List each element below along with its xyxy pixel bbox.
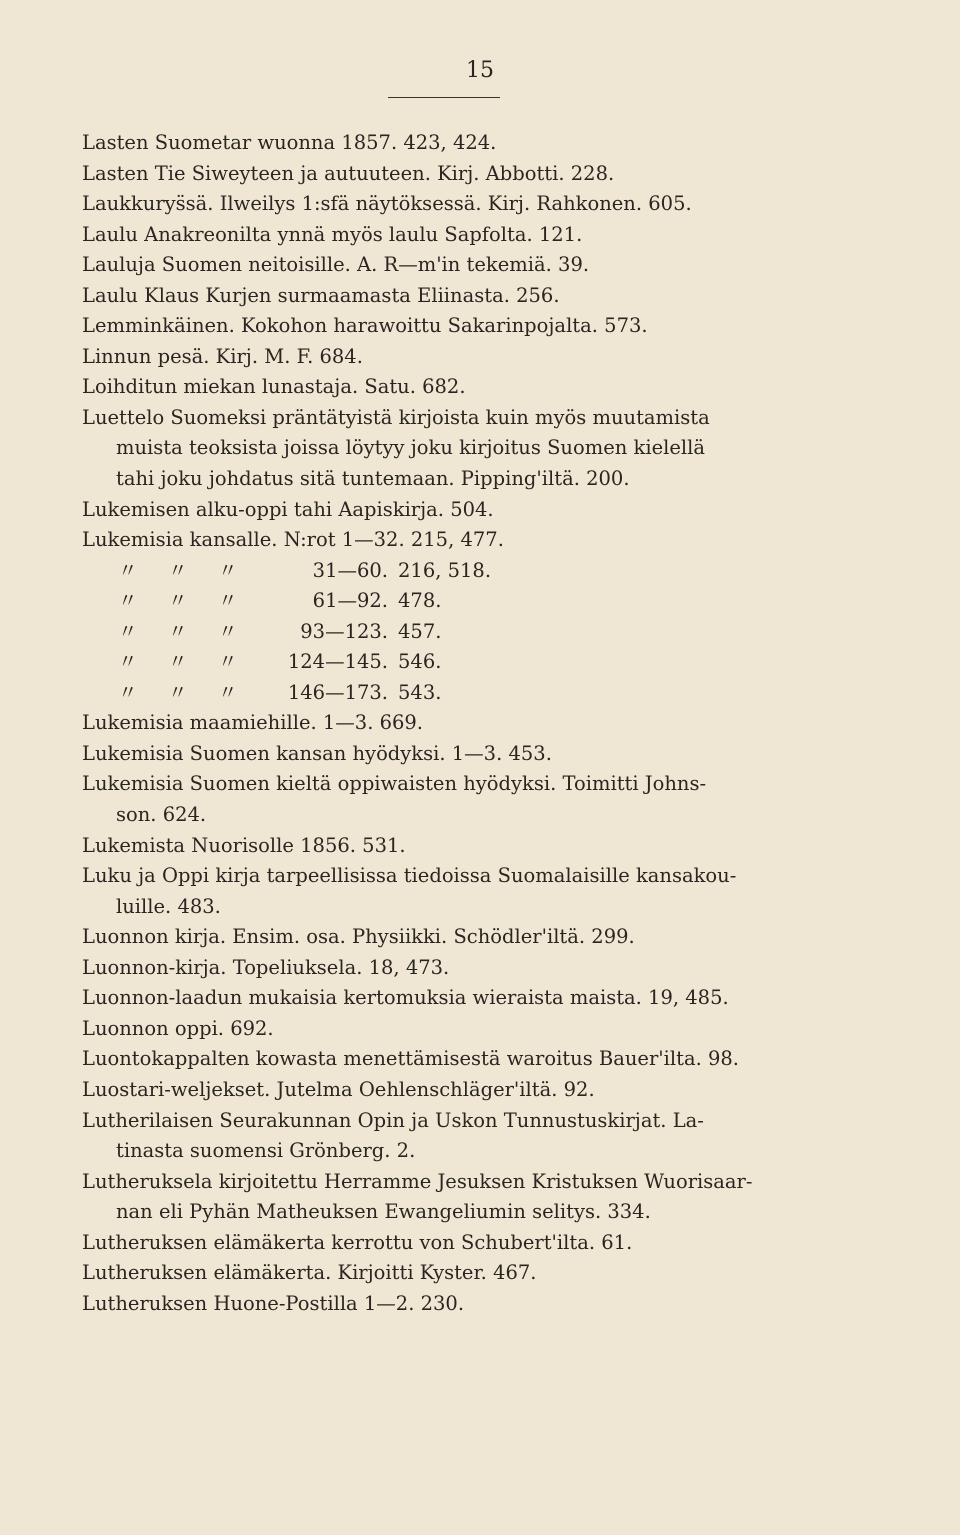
index-entry: Lukemisia maamiehille. 1—3. 669. [82,711,424,735]
index-entry: Lukemisia Suomen kansan hyödyksi. 1—3. 453. [82,741,552,765]
ditto-mark: 〃 [118,558,138,582]
page-number: 15 [466,58,494,83]
ditto-mark: 〃 [218,680,238,704]
ditto-mark: 〃 [118,619,138,643]
ditto-mark: 〃 [218,650,238,674]
index-entry: Lasten Tie Siweyteen ja autuuteen. Kirj. Abbotti. 228. [82,161,615,185]
index-entry-continuation: tahi joku johdatus sitä tuntemaan. Pipping'iltä. 200. [116,467,630,491]
ditto-mark: 〃 [118,650,138,674]
subentry-pages: 546. [398,650,442,674]
index-entry: Laukkurys̈sä. Ilweilys 1:sfä näytöksessä. Kirj. Rahkonen. 605. [82,192,692,216]
subentry-range: 93—123. [300,619,388,643]
index-entry-continuation: tinasta suomensi Grönberg. 2. [116,1139,416,1163]
index-entry: Lutheruksen elämäkerta. Kirjoitti Kyster. 467. [82,1261,537,1285]
ditto-mark: 〃 [118,589,138,613]
ditto-mark: 〃 [168,650,188,674]
ditto-mark: 〃 [218,558,238,582]
index-entry-continuation: son. 624. [116,803,207,827]
index-subentry [82,586,902,617]
ditto-mark: 〃 [168,558,188,582]
index-entry: Lauluja Suomen neitoisille. A. R—m'in tekemiä. 39. [82,253,590,277]
index-entry: Luettelo Suomeksi präntätyistä kirjoista kuin myös muutamista [82,405,710,429]
index-subentry [82,678,902,709]
index-entry: Luku ja Oppi kirja tarpeellisissa tiedoissa Suomalaisille kansakou- [82,864,737,888]
ditto-mark: 〃 [218,619,238,643]
index-subentry [82,617,902,648]
subentry-pages: 543. [398,680,442,704]
index-entry: Lutheruksen elämäkerta kerrottu von Schubert'ilta. 61. [82,1230,633,1254]
ditto-mark: 〃 [218,589,238,613]
subentry-range: 146—173. [287,680,388,704]
index-entry: Lutherilaisen Seurakunnan Opin ja Uskon Tunnustuskirjat. La- [82,1108,704,1132]
subentry-range: 31—60. [312,558,388,582]
subentry-range: 61—92. [312,589,388,613]
index-entry: Linnun pesä. Kirj. M. F. 684. [82,344,363,368]
index-entry-continuation: muista teoksista joissa löytyy joku kirjoitus Suomen kielellä [116,436,705,460]
index-entry: Luonnon oppi. 692. [82,1016,274,1040]
index-entry: Lutheruksela kirjoitettu Herramme Jesuksen Kristuksen Wuorisaar- [82,1169,753,1193]
index-entry: Lutheruksen Huone-Postilla 1—2. 230. [82,1291,465,1315]
subentry-pages: 457. [398,619,442,643]
subentry-range: 124—145. [287,650,388,674]
subentry-pages: 478. [398,589,442,613]
subentry-pages: 216, 518. [398,558,492,582]
index-entry: Laulu Klaus Kurjen surmaamasta Eliinasta. 256. [82,283,560,307]
ditto-mark: 〃 [118,680,138,704]
ditto-mark: 〃 [168,589,188,613]
index-subentry [82,647,902,678]
ditto-mark: 〃 [168,619,188,643]
index-entry: Lukemista Nuorisolle 1856. 531. [82,833,406,857]
index-entry: Luontokappalten kowasta menettämisestä waroitus Bauer'ilta. 98. [82,1047,739,1071]
index-entry: Lemminkäinen. Kokohon harawoittu Sakarinpojalta. 573. [82,314,648,338]
index-entry-continuation: nan eli Pyhän Matheuksen Ewangeliumin selitys. 334. [116,1200,651,1224]
header-rule [388,97,500,98]
index-entry: Loihditun miekan lunastaja. Satu. 682. [82,375,466,399]
index-entries [82,128,902,1319]
index-entry: Luonnon-laadun mukaisia kertomuksia wieraista maista. 19, 485. [82,986,729,1010]
index-entry: Luonnon kirja. Ensim. osa. Physiikki. Schödler'iltä. 299. [82,925,635,949]
index-entry: Lukemisia kansalle. N:rot 1—32. 215, 477. [82,528,504,552]
index-entry: Lukemisen alku-oppi tahi Aapiskirja. 504. [82,497,494,521]
index-entry: Luonnon-kirja. Topeliuksela. 18, 473. [82,955,450,979]
index-entry: Luostari-weljekset. Jutelma Oehlenschläger'iltä. 92. [82,1077,595,1101]
index-subentry [82,556,902,587]
index-entry-continuation: luille. 483. [116,894,221,918]
index-entry: Laulu Anakreonilta ynnä myös laulu Sapfolta. 121. [82,222,583,246]
index-entry: Lasten Suometar wuonna 1857. 423, 424. [82,131,497,154]
ditto-mark: 〃 [168,680,188,704]
index-entry: Lukemisia Suomen kieltä oppiwaisten hyödyksi. Toimitti Johns- [82,772,707,796]
